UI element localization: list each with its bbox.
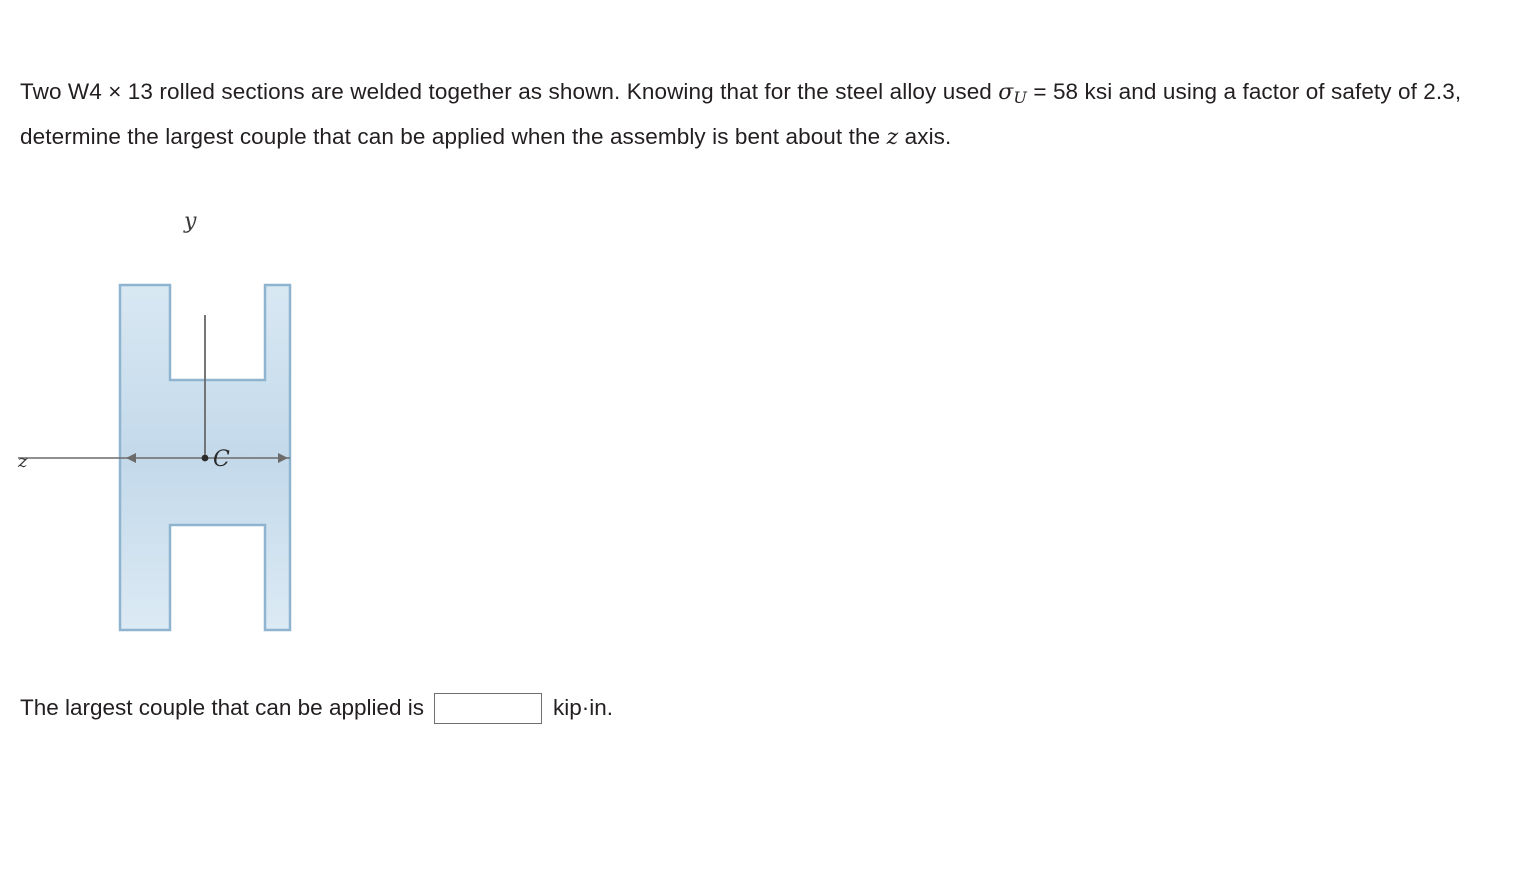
centroid-dot xyxy=(202,455,209,462)
problem-text-part3: axis. xyxy=(898,124,952,149)
answer-row xyxy=(20,692,613,724)
y-axis-label: y xyxy=(184,209,197,234)
problem-text-part1: Two W4 × 13 rolled sections are welded together as shown. Knowing that for the steel alloy used xyxy=(20,79,999,104)
answer-units: kip·in. xyxy=(553,695,614,720)
sigma-glyph: σ xyxy=(998,80,1014,105)
z-axis-label: z xyxy=(18,451,28,472)
sigma-ultimate-symbol xyxy=(998,80,1027,105)
problem-statement xyxy=(20,72,1515,157)
sigma-subscript: U xyxy=(1013,88,1027,107)
problem-text-part2: = 58 ksi and using a factor of safety of 2.3, determine the largest couple that can be applied when the assembly is bent about the xyxy=(20,79,1462,149)
answer-prompt: The largest couple that can be applied is xyxy=(20,695,425,720)
z-axis-variable: z xyxy=(886,125,899,150)
answer-input[interactable] xyxy=(434,693,542,724)
cross-section-figure xyxy=(0,195,330,655)
centroid-label: C xyxy=(213,447,230,472)
